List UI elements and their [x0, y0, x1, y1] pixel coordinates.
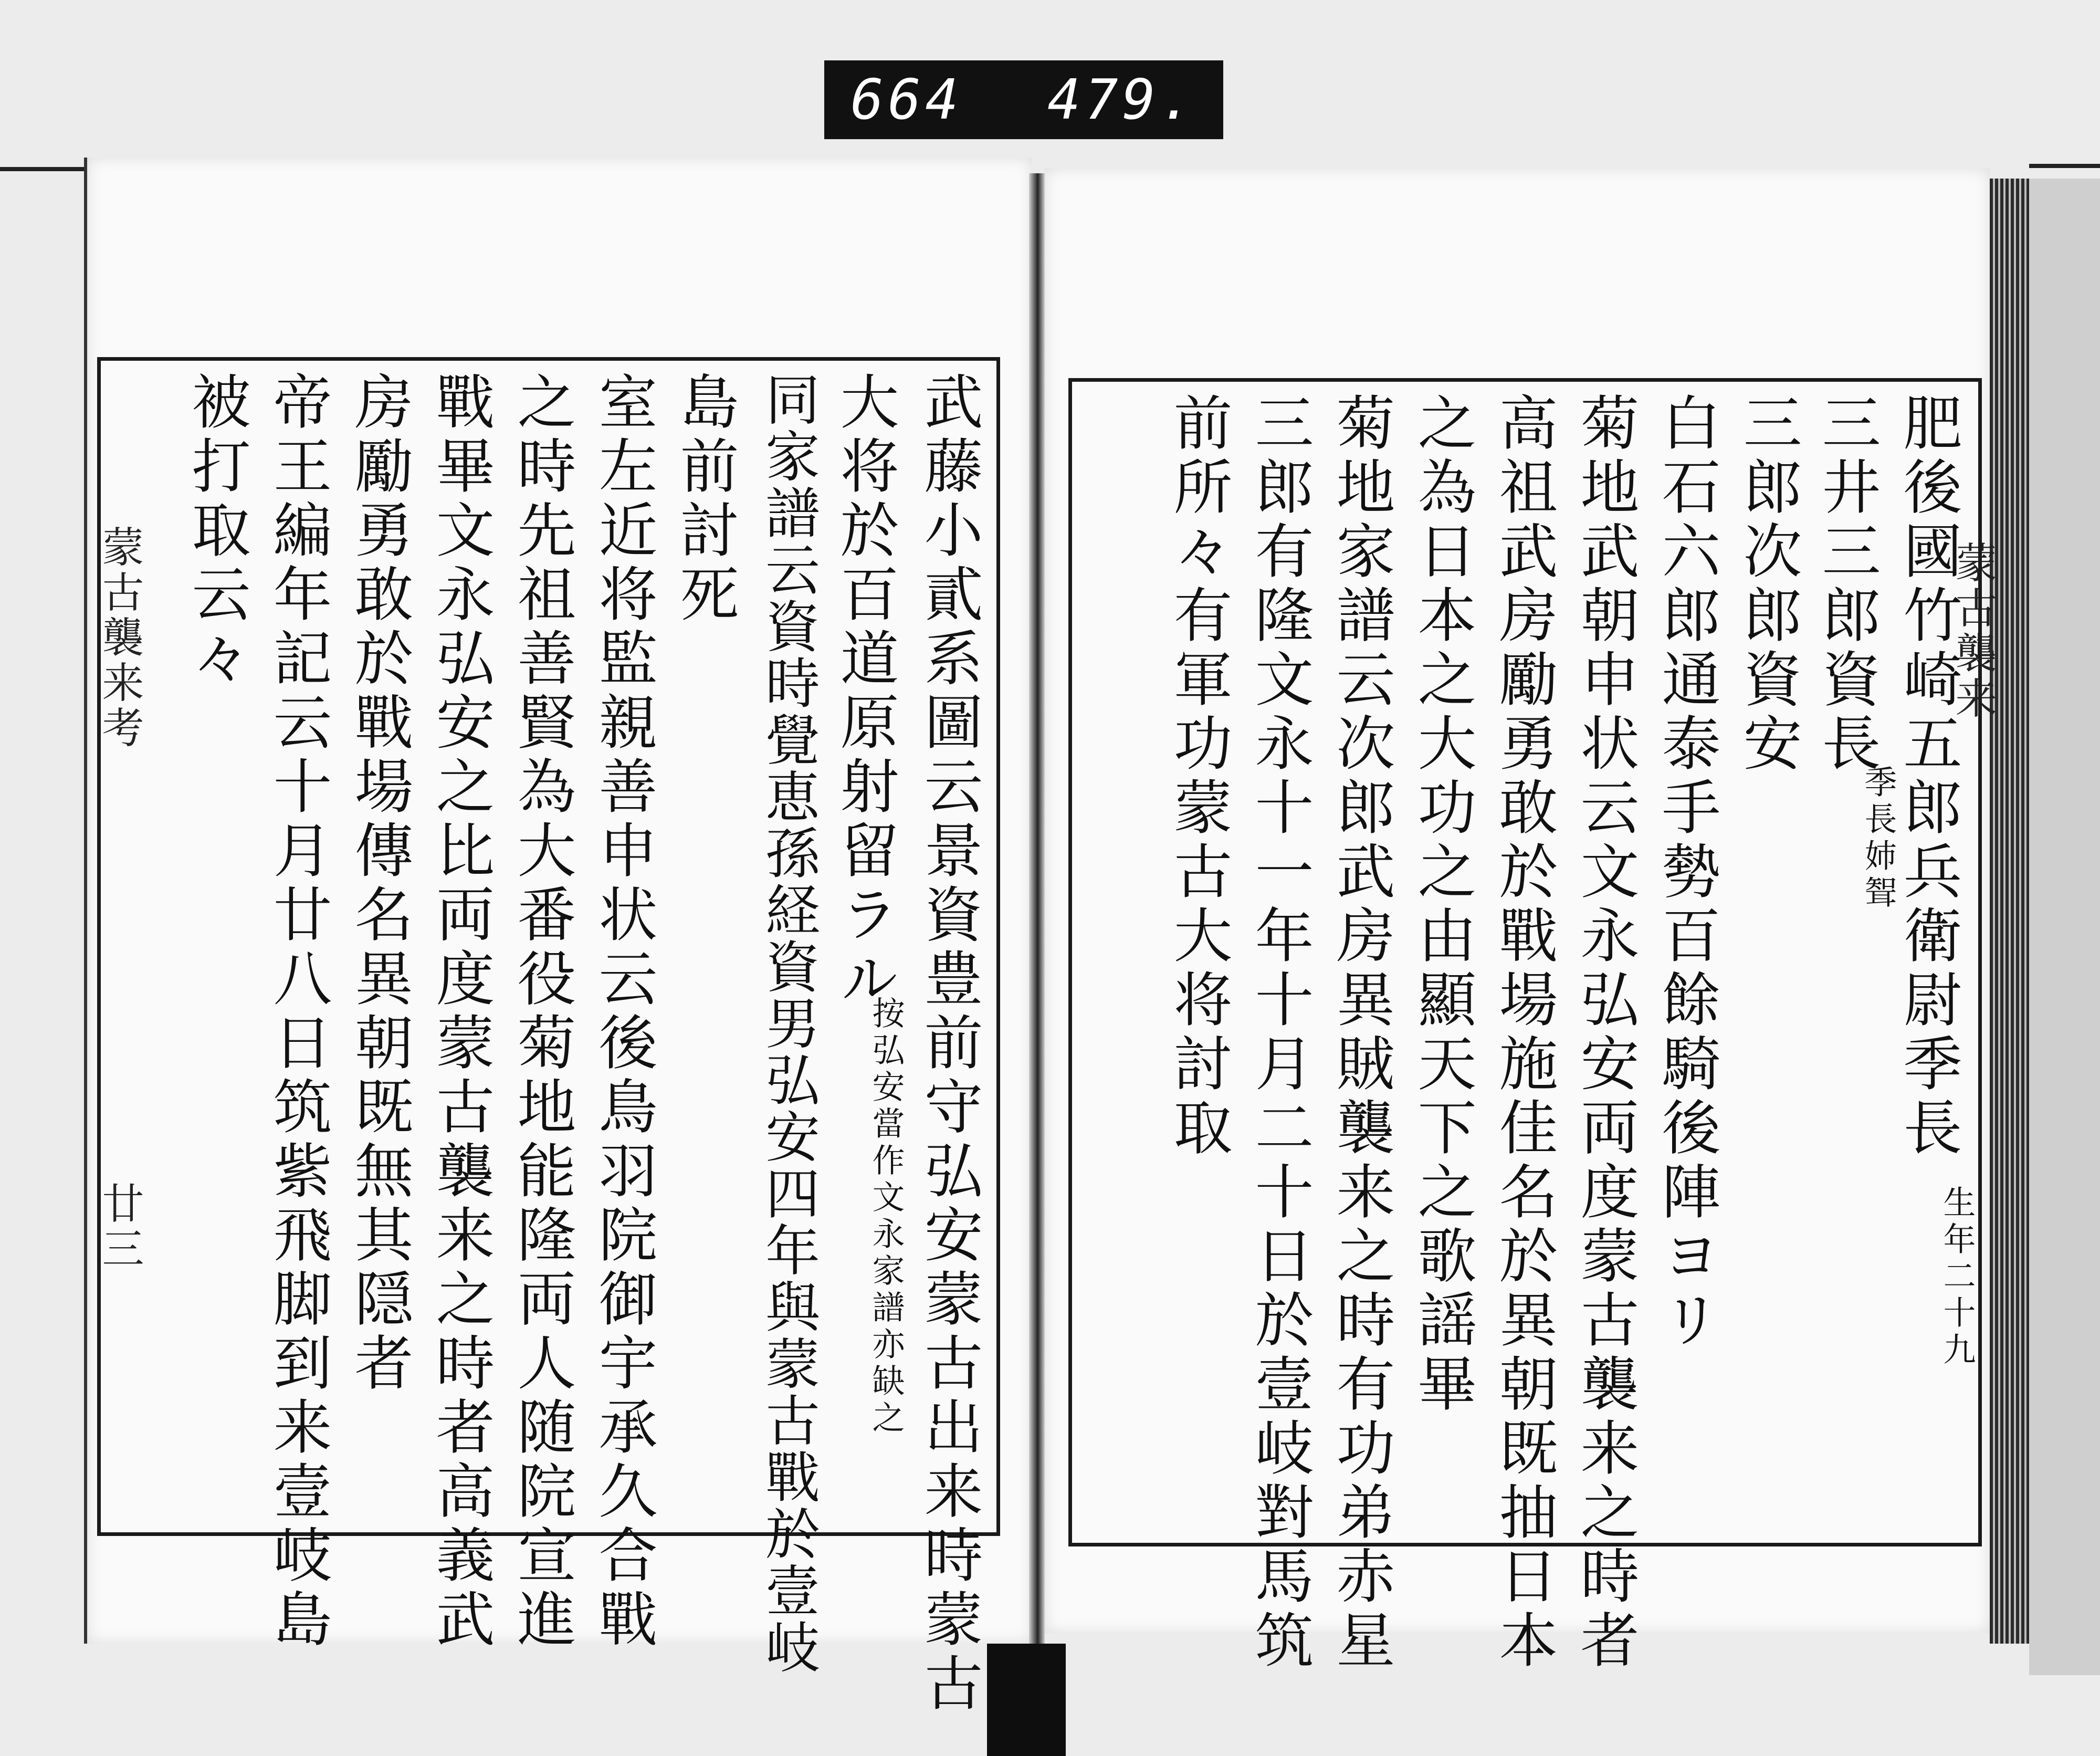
left-col-8: 房勵勇敢於戰場傳名異朝既無其隠者 — [345, 371, 413, 1396]
right-col-5: 菊地武朝申状云文永弘安両度蒙古襲来之時者 — [1571, 392, 1639, 1674]
right-col-8: 菊地家譜云次郎武房異賊襲来之時有功弟赤星 — [1327, 392, 1395, 1674]
left-col-7: 戰畢文永弘安之比両度蒙古襲来之時者高義武 — [426, 371, 495, 1653]
scan-rule-right — [2029, 164, 2100, 168]
right-col-4: 白石六郎通泰手勢百餘騎後陣ヨリ — [1652, 392, 1720, 1353]
left-margin-number: 廿三 — [95, 1182, 144, 1272]
left-col-2: 大将於百道原射留ラル — [831, 371, 899, 1012]
background-edge — [2029, 179, 2100, 1675]
left-note-annotation: 按弘安當作文永家譜亦缺之 — [867, 996, 905, 1437]
right-text-frame — [1068, 378, 1982, 1674]
left-col-6: 之時先祖善賢為大番役菊地能隆両人随院宣進 — [508, 371, 576, 1653]
right-col-7: 之為日本之大功之由顯天下之歌謡畢 — [1408, 392, 1476, 1417]
right-note-relation: 季長姉聟 — [1859, 765, 1897, 912]
book-spine — [1029, 173, 1045, 1654]
left-text-frame — [97, 357, 1000, 1717]
right-col-1: 肥後國竹崎五郎兵衛尉季長 — [1894, 392, 1962, 1161]
left-col-1: 武藤小貳系圖云景資豊前守弘安蒙古出来時蒙古 — [915, 371, 983, 1717]
right-margin-title: 蒙古襲来 — [1948, 541, 1997, 722]
left-col-5: 室左近将監親善申状云後鳥羽院御宇承久合戰 — [589, 371, 657, 1653]
catalog-number-right: 479. — [1047, 68, 1197, 132]
page-edges — [1990, 179, 2029, 1644]
right-col-2: 三井三郎資長 — [1812, 392, 1881, 777]
right-col-10: 前所々有軍功蒙古大将討取 — [1164, 392, 1232, 1161]
catalog-number-left: 664 — [850, 68, 963, 132]
left-col-9: 帝王編年記云十月廿八日筑紫飛脚到来壹岐島 — [264, 371, 332, 1653]
spine-shadow — [987, 1644, 1066, 1756]
right-note-age: 生年二十九 — [1938, 1185, 1976, 1369]
catalog-label — [824, 60, 1223, 139]
left-col-4: 島前討死 — [670, 371, 739, 628]
scan-rule-left — [0, 167, 84, 171]
left-margin-title: 蒙古襲来考 — [95, 525, 144, 751]
right-col-9: 三郎有隆文永十一年十月二十日於壹岐對馬筑 — [1245, 392, 1314, 1674]
right-col-3: 三郎次郎資安 — [1734, 392, 1802, 777]
right-col-6: 高祖武房勵勇敢於戰場施佳名於異朝既抽日本 — [1489, 392, 1558, 1674]
left-col-3: 同家譜云資時覺恵孫経資男弘安四年與蒙古戰於壹岐 — [756, 371, 820, 1676]
left-col-10: 被打取云々 — [182, 371, 250, 692]
